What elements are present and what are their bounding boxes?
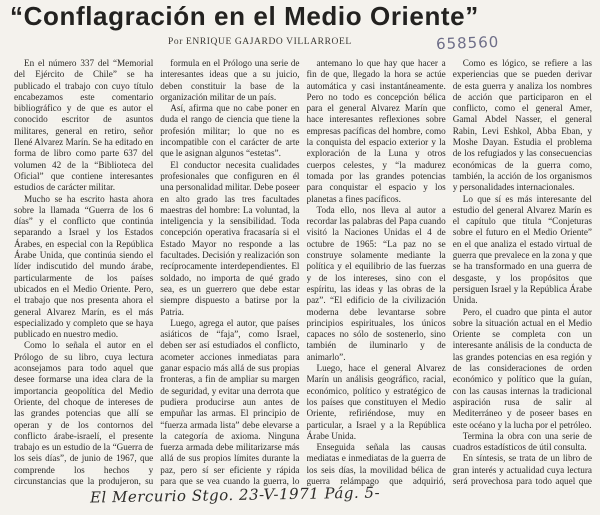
article-paragraph: antemano lo que hay que hacer a fin de que, llegado la hora se actúe automática y casi instantáneamente. Pero no todo es concepción bélica para el general Alvarez Marín que hace interesantes reflexiones sobre empresas pacíficas del hombre, como la conquista del espacio exterior y la exploración de la Luna y otros cuerpos celestes, y “la madurez tomada por las grandes potencias para conquistar el espacio y los planetas a fines pacíficos. (306, 58, 446, 204)
article-paragraph: Termina la obra con una serie de cuadros estadísticos de útil consulta. (452, 430, 592, 453)
article-paragraph: Como es lógico, se refiere a las experiencias que se pueden derivar de esta guerra y analiza los nombres de acción que participaron en el conflicto, como el general Amer, Gamal Abdel Nasser, el general Rabin, Levi Eshkol, Abba Eban, y Moshe Dayan. Estudia el problema de los refugiados y las consecuencias económicas de la guerra como, también, la acción de los organismos y personalidades internacionales. (452, 58, 592, 193)
article-column-1 (14, 58, 153, 486)
article-paragraph: El conductor necesita cualidades profesionales que configuren en él una personalidad militar. Debe poseer en alto grado las tres facultades maestras del hombre: La voluntad, la inteligencia y la sensibilidad. Toda concepción operativa fracasaría si el Estado Mayor no responde a las facultades. Decisión y realización son recíprocamente interdependientes. El soldado, no importa de qué grado sea, es un guerrero que debe estar siempre dispuesto a batirse por la Patria. (160, 159, 300, 317)
article-column-4 (453, 58, 592, 486)
article-paragraph: formula en el Prólogo una serie de interesantes ideas que a su juicio, deben constituir la base de la organización militar de un país. (160, 58, 300, 102)
article-column-3 (307, 58, 446, 486)
article-paragraph: Lo que sí es más interesante del estudio del general Alvarez Marín es el capítulo que titula “Conjeturas sobre el futuro en el Medio Oriente” en el que analiza el estado virtual de guerra que prevalece en la zona y que se ha transformado en una guerra de desgaste, y los propósitos que persiguen Israel y la República Árabe Unida. (452, 193, 592, 306)
handwritten-source-note: El Mercurio Stgo. 23-V-1971 Pág. 5- (89, 483, 381, 507)
article-paragraph: Mucho se ha escrito hasta ahora sobre la llamada “Guerra de los 6 días” y el conflicto que continúa separando a Israel y los Estados Árabes, en especial con la República Árabe Unida, que continúa siendo el líder indiscutido del mundo árabe, particularmente de los países ubicados en el Medio Oriente. Pero, el trabajo que nos presenta ahora el general Alvarez Marín, es el más especializado y completo que se haya publicado en nuestro medio. (14, 193, 154, 340)
handwritten-catalog-number: 658560 (435, 32, 500, 54)
article-headline: “Conflagración en el Medio Oriente” (10, 1, 479, 31)
article-paragraph: Pero, el cuadro que pinta el autor sobre la situación actual en el Medio Oriente se completa con un interesante análisis de la conducta de las grandes potencias en esa región y de las consideraciones de orden económico y político que la guían, con las causas internas la tradicional aspiración rusa de salir al Mediterráneo y de poseer bases en este océano y la lucha por el petróleo. (452, 306, 592, 430)
article-paragraph: Luego, hace el general Alvarez Marín un análisis geográfico, racial, económico, político y estratégico de los países que constituyen el Medio Oriente, refiriéndose, muy en particular, a Israel y a la República Árabe Unida. (306, 363, 446, 441)
article-paragraph: Enseguida señala las causas mediatas e inmediatas de la guerra de los seis días, la movilidad bélica de guerra relámpago que adquirió, (306, 442, 446, 486)
article-column-2 (160, 58, 299, 486)
article-paragraph: Como lo señala el autor en el Prólogo de su libro, cuya lectura aconsejamos para todo aquel que desee formarse una idea clara de la importancia geopolítica del Medio Oriente, del choque de intereses de las grandes potencias que allí se operan y de los contornos del conflicto árabe-israelí, el presente trabajo es un estudio de la “Guerra de los seis días”, de junio de 1967, que comprende los hechos y circunstancias que la produjeron, su (14, 340, 154, 486)
article-paragraph: En síntesis, se trata de un libro de gran interés y actualidad cuya lectura será provechosa para todo aquel que (452, 453, 592, 486)
article-paragraph: En el número 337 del “Memorial del Ejército de Chile” se ha publicado el trabajo con cuyo título encabezamos este comentario bibliográfico y de que es autor el conocido escritor de asuntos militares, general en retiro, señor Ilené Alvarez Marín. Se ha editado en forma de libro como parte 637 del volumen 42 de la “Biblioteca del Oficial” que contiene interesantes estudios de carácter militar. (14, 58, 154, 193)
article-byline: Por ENRIQUE GAJARDO VILLARROEL (168, 37, 352, 47)
article-paragraph: Toda ello, nos lleva al autor a recordar las palabras del Papa cuando visitó la Naciones Unidas el 4 de octubre de 1965: “La paz no se construye solamente mediante la política y el equilibrio de las fuerzas y de los intereses, sino con el espíritu, las ideas y las obras de la paz”. “El edificio de la civilización moderna debe levantarse sobre principios espirituales, los únicos capaces no sólo de sostenerlo, sino también de iluminarlo y de animarlo”. (306, 204, 446, 362)
article-body (14, 58, 592, 486)
article-paragraph: Así, afirma que no cabe poner en duda el rango de ciencia que tiene la profesión militar; lo que no es incompatible con el carácter de arte que le asignan algunos “estetas”. (160, 103, 300, 159)
article-paragraph: Luego, agrega el autor, que países asiáticos de “faja”, como Israel, deben ser así estudiados el conflicto, acometer acciones inmediatas para ganar espacio más allá de sus propias fronteras, a fin de ampliar su margen de seguridad, y evitar una derrota que pudiera producirse aun antes de empuñar las armas. El principio de “fuerza armada lista” debe elevarse a la categoría de axioma. Ninguna fuerza armada debe militarizarse más allá de sus propios límites durante la paz, pero sí ser eficiente y rápida para que se vea cuando la guerra, lo (160, 317, 300, 486)
